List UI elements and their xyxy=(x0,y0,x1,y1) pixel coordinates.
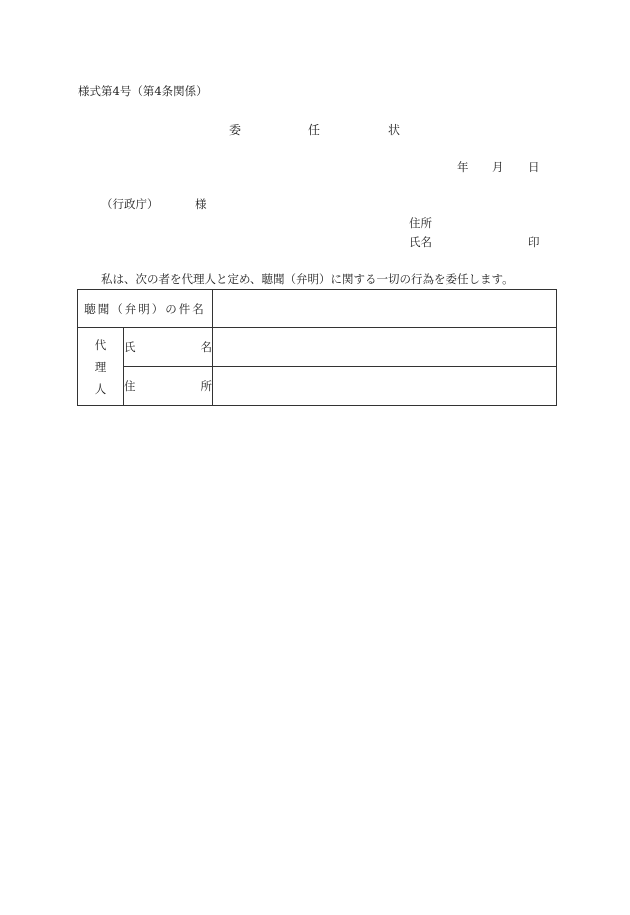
principal-name-label: 氏名 xyxy=(409,235,432,249)
agent-address-label xyxy=(124,367,213,406)
date-day-label: 日 xyxy=(528,160,540,174)
date-month-label: 月 xyxy=(492,160,504,174)
agent-name-value-field[interactable] xyxy=(213,328,557,367)
agent-name-label xyxy=(124,328,213,367)
agent-address-row xyxy=(78,367,557,406)
matter-row xyxy=(78,290,557,328)
agent-address-value-field[interactable] xyxy=(213,367,557,406)
agent-address-label-char: 所 xyxy=(200,379,212,393)
delegation-statement: 私は、次の者を代理人と定め、聴聞（弁明）に関する一切の行為を委任します。 xyxy=(101,272,514,286)
agent-name-label-char: 氏 xyxy=(124,340,136,354)
date-year-label: 年 xyxy=(457,160,469,174)
matter-label: 聴聞（弁明）の件名 xyxy=(78,290,213,328)
document-title-char-2: 任 xyxy=(308,123,321,137)
agent-header-char: 代 xyxy=(94,337,107,352)
document-title-char-3: 状 xyxy=(388,123,401,137)
agent-header-char: 理 xyxy=(94,359,107,374)
agent-name-row xyxy=(78,328,557,367)
document-title-char-1: 委 xyxy=(229,123,242,137)
addressee-honorific: 様 xyxy=(195,197,207,211)
agent-name-label-char: 名 xyxy=(200,340,212,354)
form-number: 様式第4号（第4条関係） xyxy=(78,84,208,98)
delegation-table xyxy=(77,289,557,406)
agent-header xyxy=(78,328,124,406)
seal-mark: 印 xyxy=(528,235,540,249)
addressee-org: （行政庁） xyxy=(101,197,159,211)
agent-header-char: 人 xyxy=(94,381,107,396)
principal-address-label: 住所 xyxy=(409,216,432,230)
matter-value-field[interactable] xyxy=(213,290,557,328)
agent-address-label-char: 住 xyxy=(124,379,136,393)
